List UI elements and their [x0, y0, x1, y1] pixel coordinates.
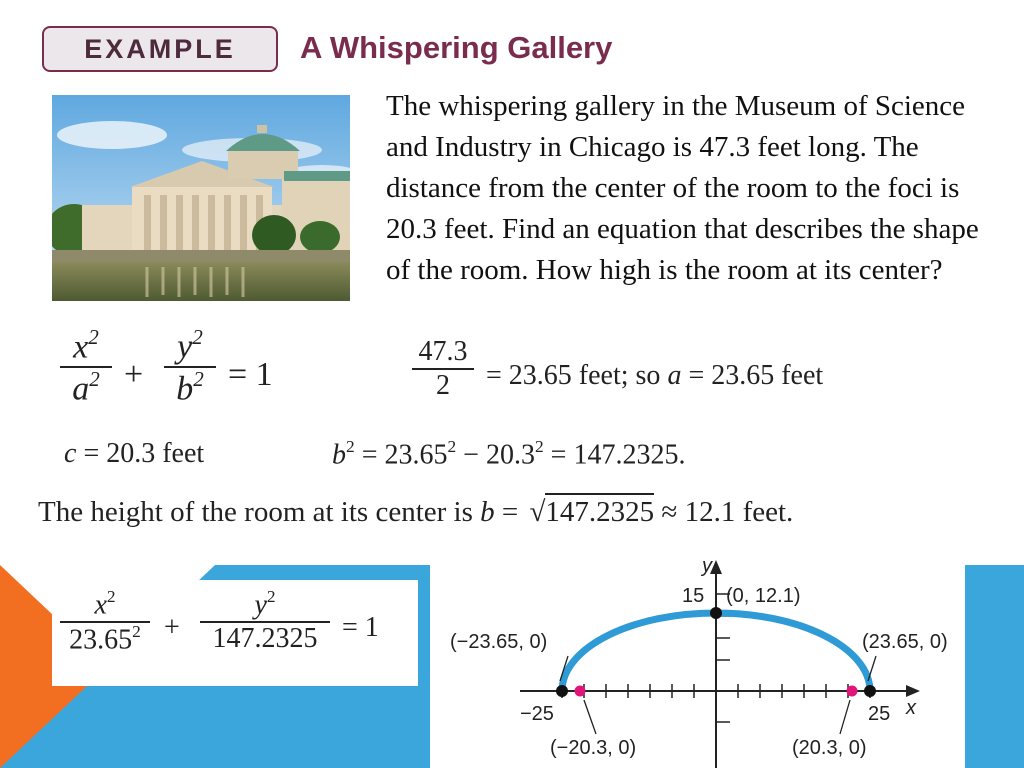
length-over-two-fraction: 47.3 2: [412, 336, 474, 402]
sqrt-radicand: 147.2325: [545, 493, 654, 528]
left-vertex-label: (−23.65, 0): [450, 631, 548, 653]
left-focus-point: [575, 686, 586, 697]
museum-photo: [52, 95, 350, 301]
height-text: The height of the room at its center is: [38, 496, 473, 528]
top-vertex-point: [710, 607, 722, 619]
y-axis-label: y: [702, 555, 712, 577]
tick-label-25: 25: [868, 703, 891, 725]
b-calc-result: = 147.2325.: [550, 439, 686, 471]
right-vertex-label: (23.65, 0): [862, 631, 948, 653]
c-value-text: = 20.3 feet: [83, 438, 205, 469]
final-equation-box: [52, 580, 418, 686]
final-x-fraction: $x^2$ 23.65$^2$: [60, 588, 150, 657]
b-calc-first: = 23.65: [361, 439, 448, 471]
a-value-text: = 23.65 feet: [688, 360, 824, 391]
x-axis-label: x: [906, 697, 916, 719]
a-result-text: = 23.65 feet; so: [486, 360, 661, 391]
plus-sign: +: [124, 356, 144, 393]
y-over-b-fraction: $y^2$ $b^2$: [164, 326, 216, 409]
left-focus-label: (−20.3, 0): [550, 737, 637, 759]
ellipse-graph: [430, 548, 965, 768]
final-equals-one: = 1: [342, 612, 379, 643]
b-calc-minus: − 20.3: [463, 439, 535, 471]
b-squared-calculation: $b^2 = 23.65^2 - 20.3^2 = 147.2325$.: [332, 437, 686, 471]
example-badge: [42, 26, 278, 72]
vertex-label: (0, 12.1): [726, 585, 801, 607]
page-title: A Whispering Gallery: [300, 30, 613, 65]
a-variable: a: [667, 360, 682, 391]
c-variable: c: [64, 438, 77, 469]
b-variable: b: [332, 439, 346, 471]
c-value: [64, 438, 204, 470]
a-calculation: [412, 336, 972, 416]
right-focus-point: [847, 686, 858, 697]
final-plus-sign: +: [164, 612, 180, 643]
sqrt-sign: √: [529, 496, 546, 528]
example-badge-label: EXAMPLE: [84, 33, 236, 64]
x-over-a-fraction: $x^2$ $a^2$: [60, 326, 112, 409]
height-statement: [38, 496, 793, 529]
height-equals: =: [501, 496, 519, 528]
general-ellipse-equation: [60, 326, 320, 426]
height-approx: ≈ 12.1 feet.: [661, 496, 794, 528]
tick-label-neg25: −25: [520, 703, 554, 725]
height-b-variable: b: [480, 496, 495, 528]
left-vertex-point: [556, 685, 568, 697]
tick-label-15: 15: [682, 585, 705, 607]
right-vertex-point: [864, 685, 876, 697]
equals-one: = 1: [228, 356, 273, 393]
final-y-fraction: $y^2$ 147.2325: [200, 588, 330, 655]
right-focus-label: (20.3, 0): [792, 737, 867, 759]
problem-statement: The whispering gallery in the Museum of Science and Industry in Chicago is 47.3 feet long. The distance from the center of the room to the foci is 20.3 feet. Find an equation that describes the shape of the room. How high is the room at its center?: [386, 90, 979, 286]
